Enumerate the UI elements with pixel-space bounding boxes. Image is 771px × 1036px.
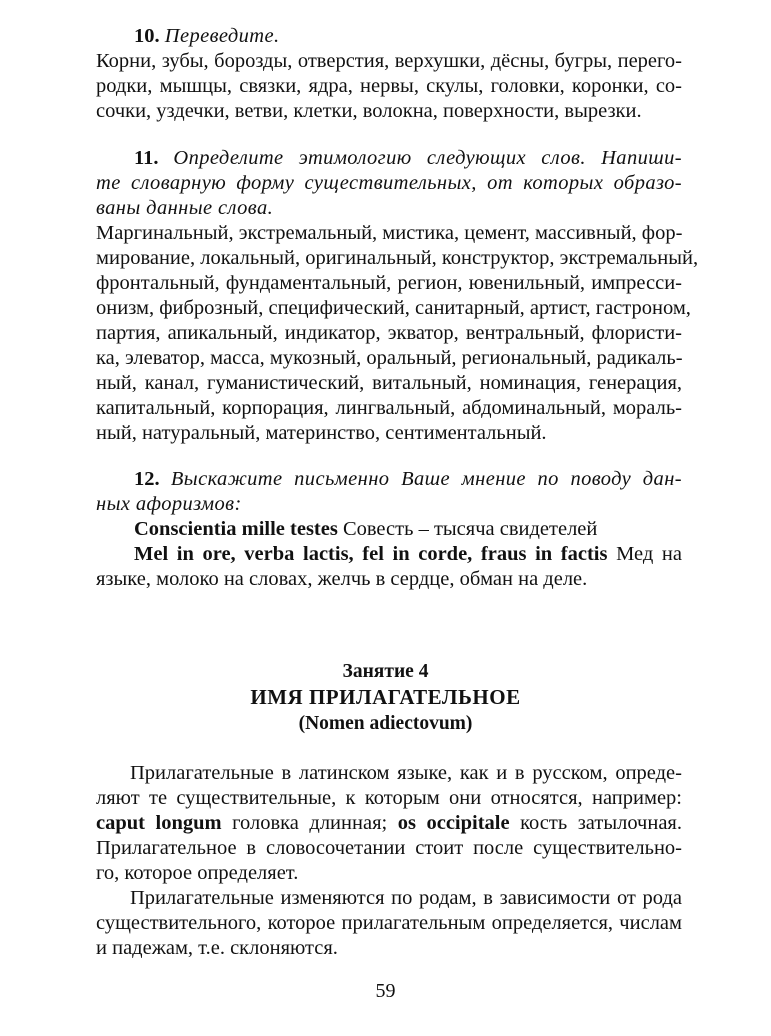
exercise-number: 10. bbox=[134, 25, 160, 47]
text-line: Прилагательные в латинском языке, как и в русском, опреде- bbox=[130, 762, 682, 784]
exercise-task: Выскажите письменно Ваше мнение по поводу дан- bbox=[170, 468, 683, 490]
task-line: те словарную форму существительных, от которых образо- bbox=[96, 172, 682, 194]
text-line: существительного, которое прилагательным определяется, числам bbox=[96, 912, 682, 934]
exercise-task: Определите этимологию следующих слов. Напиши- bbox=[173, 147, 683, 169]
aphorism-1 bbox=[134, 517, 597, 542]
exercise-12-heading bbox=[134, 467, 682, 492]
exercise-task: Переведите. bbox=[164, 25, 280, 47]
translation: Мед на bbox=[607, 543, 682, 565]
page-number: 59 bbox=[375, 980, 396, 1002]
text-line: ка, элеватор, масса, мукозный, оральный, региональный, радикаль- bbox=[96, 347, 683, 369]
text-line: Прилагательные изменяются по родам, в зависимости от рода bbox=[130, 887, 682, 909]
text-line-with-terms bbox=[96, 811, 682, 836]
text-line: Маргинальный, экстремальный, мистика, цемент, массивный, фор- bbox=[96, 222, 683, 244]
text-line: онизм, фиброзный, специфический, санитарный, артист, гастроном, bbox=[96, 297, 691, 319]
latin-term: os occipitale bbox=[397, 812, 510, 834]
translation: Совесть – тысяча свидетелей bbox=[337, 518, 598, 540]
exercise-10-heading bbox=[134, 24, 280, 49]
lesson-latin-title: (Nomen adiectovum) bbox=[298, 713, 473, 734]
exercise-number: 12. bbox=[134, 468, 160, 490]
task-line: ных афоризмов: bbox=[96, 493, 242, 515]
text-line: фронтальный, фундаментальный, регион, ювенильный, импресси- bbox=[96, 272, 682, 294]
latin-term: caput longum bbox=[96, 812, 222, 834]
lesson-subtitle: ИМЯ ПРИЛАГАТЕЛЬНОЕ bbox=[250, 685, 521, 709]
text-line: языке, молоко на словах, желчь в сердце, обман на деле. bbox=[96, 568, 588, 590]
aphorism-2 bbox=[134, 542, 682, 567]
text-line: партия, апикальный, индикатор, экватор, вентральный, флористи- bbox=[96, 322, 682, 344]
text-line: ный, канал, гуманистический, витальный, номинация, генерация, bbox=[96, 372, 682, 394]
text-line: го, которое определяет. bbox=[96, 862, 299, 884]
latin-phrase: Conscientia mille testes bbox=[134, 518, 338, 540]
text-line: Прилагательное в словосочетании стоит после существительно- bbox=[96, 837, 682, 859]
task-line: ваны данные слова. bbox=[96, 197, 274, 219]
exercise-number: 11. bbox=[134, 147, 159, 169]
text-line: и падежам, т.е. склоняются. bbox=[96, 937, 338, 959]
lesson-title: Занятие 4 bbox=[342, 661, 429, 682]
latin-phrase: Mel in ore, verba lactis, fel in corde, fraus in factis bbox=[134, 543, 608, 565]
text-line: капитальный, корпорация, лингвальный, абдоминальный, мораль- bbox=[96, 397, 682, 419]
exercise-11-heading bbox=[134, 146, 682, 171]
text-line: ный, натуральный, материнство, сентиментальный. bbox=[96, 422, 547, 444]
text-line: ляют те существительные, к которым они относятся, например: bbox=[96, 787, 682, 809]
text-line: мирование, локальный, оригинальный, конструктор, экстремальный, bbox=[96, 247, 699, 269]
translation: головка длинная; bbox=[221, 812, 398, 834]
text-line: сочки, уздечки, ветви, клетки, волокна, поверхности, вырезки. bbox=[96, 100, 642, 122]
translation: кость затылочная. bbox=[509, 812, 682, 834]
text-line: родки, мышцы, связки, ядра, нервы, скулы, головки, коронки, со- bbox=[96, 75, 682, 97]
text-line: Корни, зубы, борозды, отверстия, верхушки, дёсны, бугры, перего- bbox=[96, 50, 682, 72]
